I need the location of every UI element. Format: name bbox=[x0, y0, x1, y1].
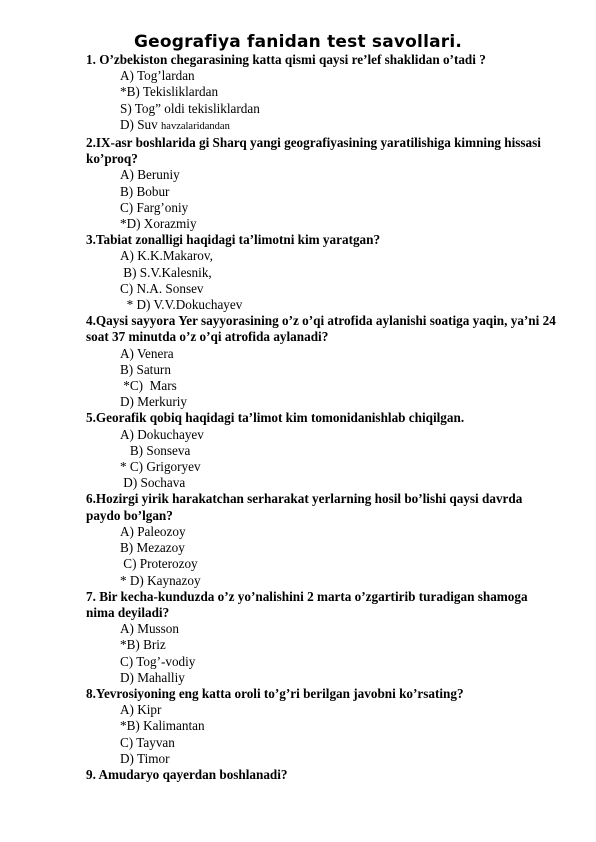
answer-option: *D) Xorazmiy bbox=[120, 216, 197, 232]
answer-option-suffix: havzalaridandan bbox=[161, 120, 230, 132]
answer-option: A) Tog’lardan bbox=[120, 68, 195, 84]
question-text: 4.Qaysi sayyora Yer sayyorasining o’z o’qi atrofida aylanishi soatiga yaqin, ya’ni 24 soat 37 minutda o’z o’qi atrofida aylanadi? bbox=[86, 313, 556, 345]
question-list bbox=[86, 52, 556, 783]
answer-option: * D) V.V.Dokuchayev bbox=[120, 297, 243, 313]
answer-option: B) Saturn bbox=[120, 361, 171, 377]
answer-option: D) Suv havzalaridandan bbox=[120, 116, 230, 132]
page-title: Geografiya fanidan test savollari. bbox=[133, 32, 463, 52]
answer-option: A) Musson bbox=[120, 621, 179, 637]
question-text: 6.Hozirgi yirik harakatchan serharakat yerlarning hosil bo’lishi qaysi davrda paydo bo’lgan? bbox=[86, 491, 523, 523]
question-text: 1. O’zbekiston chegarasining katta qismi qaysi re’lef shaklidan o’tadi ? bbox=[86, 52, 486, 67]
question-text: 2.IX-asr boshlarida gi Sharq yangi geografiyasining yaratilishiga kimning hissasi ko’proq? bbox=[86, 135, 541, 167]
answer-option: *B) Tekisliklardan bbox=[120, 84, 219, 100]
answer-option: C) N.A. Sonsev bbox=[120, 280, 204, 296]
answer-option: * C) Grigoryev bbox=[120, 459, 201, 475]
answer-option: *B) Briz bbox=[120, 637, 166, 653]
answer-option: B) Bobur bbox=[120, 183, 170, 199]
answer-option: D) Sochava bbox=[120, 475, 186, 491]
answer-option: D) Timor bbox=[120, 750, 170, 766]
answer-option: *C) Mars bbox=[120, 378, 177, 394]
answer-option: B) Mezazoy bbox=[120, 540, 185, 556]
answer-option: C) Tayvan bbox=[120, 734, 175, 750]
answer-option: B) S.V.Kalesnik, bbox=[120, 264, 212, 280]
answer-option: *B) Kalimantan bbox=[120, 718, 205, 734]
question-text: 7. Bir kecha-kunduzda o’z yo’nalishini 2 marta o’zgartirib turadigan shamoga nima deyiladi? bbox=[86, 588, 528, 620]
answer-option: S) Tog” oldi tekisliklardan bbox=[120, 100, 260, 116]
question-text: 9. Amudaryo qayerdan boshlanadi? bbox=[86, 766, 288, 782]
answer-option: A) Kipr bbox=[120, 702, 162, 718]
question-text: 5.Georafik qobiq haqidagi ta’limot kim tomonidanishlab chiqilgan. bbox=[86, 410, 465, 426]
answer-option: A) Dokuchayev bbox=[120, 426, 204, 442]
answer-option: A) Venera bbox=[120, 345, 174, 361]
answer-option: * D) Kaynazoy bbox=[120, 572, 201, 588]
answer-option: A) K.K.Makarov, bbox=[120, 248, 213, 264]
answer-option: D) Merkuriy bbox=[120, 394, 188, 410]
question-text: 8.Yevrosiyoning eng katta oroli to’g’ri berilgan javobni ko’rsating? bbox=[86, 685, 464, 701]
answer-option: D) Mahalliy bbox=[120, 669, 185, 685]
question-text: 3.Tabiat zonalligi haqidagi ta’limotni kim yaratgan? bbox=[86, 232, 381, 248]
answer-option: C) Tog’-vodiy bbox=[120, 653, 196, 669]
answer-option: A) Paleozoy bbox=[120, 523, 186, 539]
answer-option: A) Beruniy bbox=[120, 167, 180, 183]
answer-option: C) Farg’oniy bbox=[120, 199, 189, 215]
answer-option: C) Proterozoy bbox=[120, 556, 198, 572]
answer-option: B) Sonseva bbox=[120, 442, 191, 458]
